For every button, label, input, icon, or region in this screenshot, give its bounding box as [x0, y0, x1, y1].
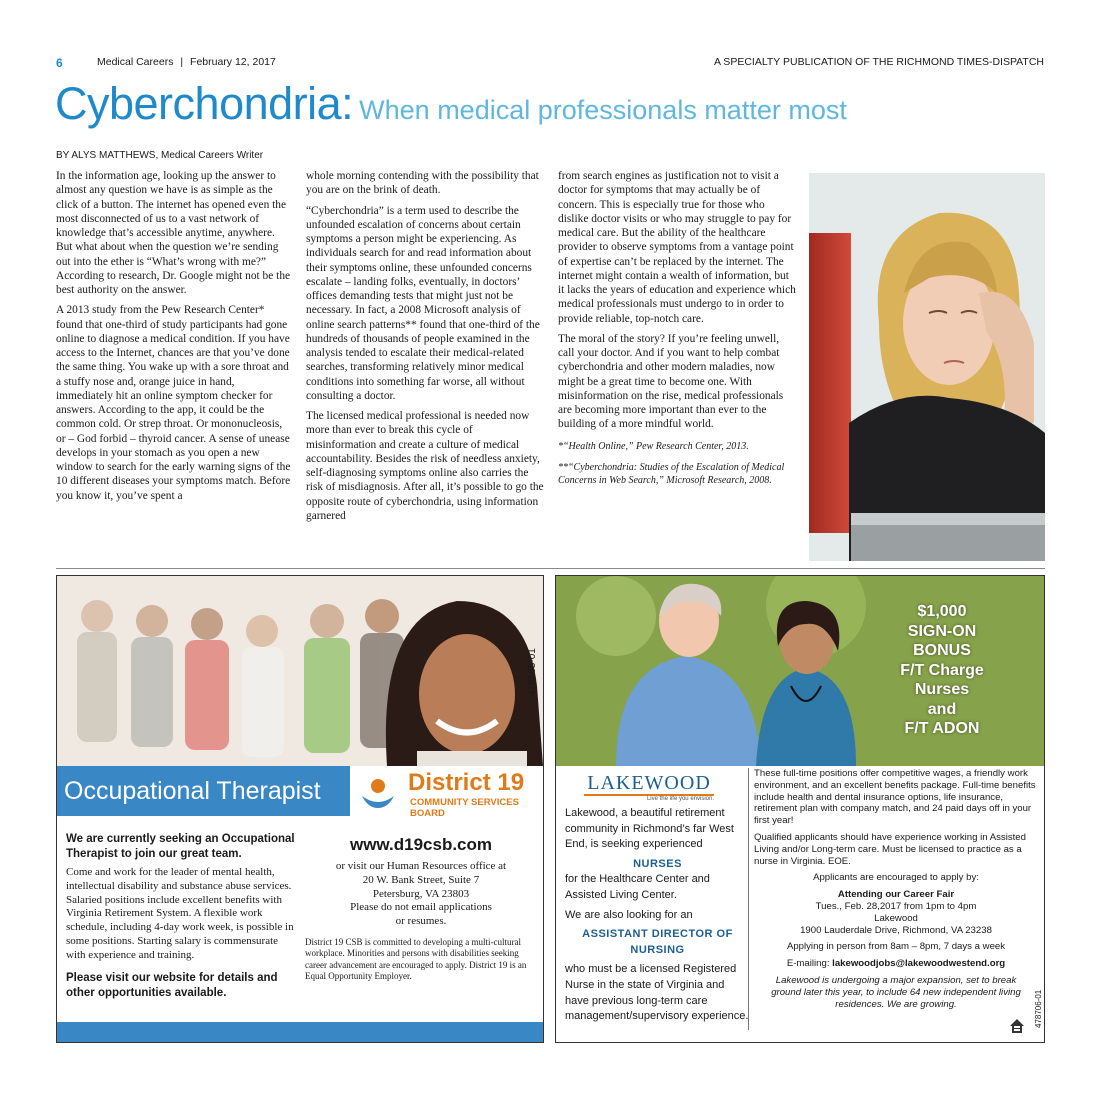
header-separator: | — [180, 56, 184, 68]
lakewood-logo — [584, 772, 714, 806]
headline-main: Cyberchondria: — [55, 78, 354, 129]
bonus-line: F/T Charge — [900, 661, 984, 679]
office-line: or visit our Human Resources office at — [335, 860, 507, 872]
qualifications: Qualified applicants should have experience working in Assisted Living and/or Long-term care. Must be licensed to practice as a nurse in Virginia. EOE. — [754, 831, 1026, 867]
article-paragraph: whole morning contending with the possibility that you are on the brink of death. — [306, 170, 539, 197]
logo-wordmark: District 19 — [408, 769, 525, 796]
email-line — [754, 958, 1038, 970]
district19-ad — [56, 575, 544, 1043]
eeo-statement: District 19 CSB is committed to developing a multi-cultural workplace. Minorities and persons with disabilities seeking career advancement are encouraged to apply. District 19 is an Equal Opportunity Employer. — [305, 936, 527, 982]
also-looking: We are also looking for an — [565, 908, 693, 921]
in-person: Applying in person from 8am – 8pm, 7 days a week — [786, 941, 1006, 953]
staff-illustration — [57, 576, 543, 766]
article-column-1 — [56, 169, 292, 509]
fair-place: Lakewood — [874, 912, 918, 924]
nurses-detail: for the Healthcare Center and Assisted Living Center. — [565, 873, 710, 901]
district19-logo — [350, 766, 543, 819]
section-divider — [56, 568, 1045, 569]
issue-date: February 12, 2017 — [190, 56, 276, 68]
staff-group-photo — [57, 576, 543, 766]
article-paragraph: The moral of the story? If you’re feeling unwell, call your doctor. And if you want to help combat cyberchondria and other modern maladies, now might be a great time to become one. With misinformation on the rise, medical professionals are becoming more important than ever to the building of a more mindful world. — [558, 332, 784, 431]
bonus-line: SIGN-ON — [907, 622, 977, 640]
byline: BY ALYS MATTHEWS, Medical Careers Writer — [56, 150, 264, 161]
article-column-2 — [306, 169, 544, 529]
bonus-line: BONUS — [913, 642, 971, 659]
publication-tag: A SPECIALTY PUBLICATION OF THE RICHMOND TIMES-DISPATCH — [713, 56, 1044, 68]
bonus-line: $1,000 — [917, 603, 967, 620]
page-number: 6 — [56, 56, 63, 70]
column-divider — [748, 768, 749, 1030]
fair-date: Tues., Feb. 28,2017 from 1pm to 4pm — [815, 900, 977, 912]
lakewood-positions — [565, 806, 750, 1029]
office-line: Please do not email applications — [350, 901, 492, 914]
ad-intro: Lakewood, a beautiful retirement community in Richmond’s far West End, is seeking experienced — [565, 807, 734, 851]
adon-heading: ASSISTANT DIRECTOR OF NURSING — [582, 928, 733, 956]
section-name: Medical Careers — [97, 56, 174, 68]
district19-contact — [305, 834, 537, 983]
article-paragraph: In the information age, looking up the answer to almost any question we have is as simple as the click of a button. The internet has opened even the most disconnected of us to a vast network of knowledge that’s accessible anytime, anywhere. But what about when the question we’re sending out into the ether is “What’s wrong with me?” According to research, Dr. Google might not be the best authority on the answer. — [56, 170, 291, 296]
expansion-note: Lakewood is undergoing a major expansion, set to break ground later this year, to include 64 new independent living residences. We are growing. — [771, 974, 1021, 1010]
lakewood-ad — [555, 575, 1045, 1043]
bonus-line: Nurses — [914, 681, 970, 698]
article-paragraph: “Cyberchondria” is a term used to describe the unfounded escalation of concerns about certain symptoms a person might be experiencing. As individuals search for and read information about their symptoms online, these unfounded concerns escalate – landing folks, eventually, in doctors’ offices demanding tests that might just not be necessary. In fact, a 2008 Microsoft analysis of online search patterns** found that one-third of the hundreds of thousands of people examined in the analysis tended to escalate their medical-related searches, transforming relatively minor medical conditions into something far worse, all without consulting a doctor. — [306, 204, 540, 402]
office-line: or resumes. — [395, 915, 447, 928]
article-photo — [809, 173, 1045, 561]
footnote: *“Health Online,” Pew Research Center, 2013. — [558, 440, 749, 452]
bonus-line: F/T ADON — [904, 720, 980, 737]
logo-tagline: Live the life you envision. — [646, 796, 714, 802]
district19-job-details — [66, 832, 297, 1001]
apply-intro: Applicants are encouraged to apply by: — [813, 872, 979, 884]
article-paragraph: A 2013 study from the Pew Research Center* found that one-third of study participants had gone online to diagnose a medical condition. If you have access to the Internet, chances are that you’ve done the same thing. You wake up with a sore throat and a stuffy nose and, orange juice in hand, immediately hit an online symptom checker for answers. According to the app, it could be the common cold. Or strep throat. Or mononucleosis, or – God forbid – thyroid cancer. A sense of unease develops in your stomach as you open a new window to search for the early warning signs of the 10 different diseases your symptoms match. Before you know it, you’ve spent a — [56, 304, 291, 502]
benefits: These full-time positions offer competitive wages, a friendly work environment, and an excellent benefits package. Full-time benefits include health and dental insurance options, life insurance, retirement plan with company match, and 24 paid days off in your first year! — [754, 768, 1036, 827]
bonus-line: and — [927, 700, 957, 718]
section-date-line — [97, 56, 276, 68]
logo-subtext: COMMUNITY SERVICES BOARD — [410, 797, 519, 819]
email-link[interactable]: lakewoodjobs@lakewoodwestend.org — [832, 958, 1006, 970]
sign-on-bonus-callout — [872, 602, 1012, 739]
ad-id: 476165-01 — [527, 648, 538, 696]
woman-at-laptop-illustration — [809, 173, 1045, 561]
ad-lead: We are currently seeking an Occupational Therapist to join our great team. — [66, 833, 295, 860]
ad-body: Come and work for the leader of mental health, intellectual disability and substance abuse services. Salaried positions include excellent benefits with Virginia Retirement System. A flexible work schedule, including 4-day work week, is possible in some positions. Starting salary is commensurate with experience and training. — [66, 866, 294, 961]
office-line: 20 W. Bank Street, Suite 7 — [362, 873, 480, 886]
headline-sub: When medical professionals matter most — [359, 95, 847, 125]
headline — [55, 78, 847, 130]
ad-cta: Please visit our website for details and other opportunities available. — [66, 971, 278, 999]
lakewood-apply-details — [754, 768, 1038, 1015]
article-paragraph: The licensed medical professional is needed now more than ever to break this cycle of misinformation and create a culture of medical accountability. Besides the risk of needless anxiety, self-diagnosing symptoms online also carries the risk of misdiagnosis. After all, it’s possible to go the opposite route of cyberchondria, using information garnered — [306, 410, 544, 522]
office-line: Petersburg, VA 23803 — [372, 887, 470, 900]
website-link[interactable]: www.d19csb.com — [349, 835, 493, 854]
equal-housing-icon — [1009, 1018, 1025, 1034]
fair-title: Attending our Career Fair — [837, 889, 955, 901]
email-label: E-mailing: — [786, 958, 830, 970]
job-title-banner: Occupational Therapist — [57, 766, 350, 816]
logo-wordmark: LAKEWOOD — [584, 772, 714, 796]
ad-footer-bar — [57, 1022, 543, 1042]
ad-id: 478706-01 — [1034, 989, 1043, 1028]
nurses-heading: NURSES — [633, 857, 682, 870]
article-column-3 — [558, 169, 796, 493]
article-paragraph: from search engines as justification not to visit a doctor for symptoms that may actually be of concern. This is especially true for those who dislike doctor visits or who may struggle to pay for medical care. But the ability of the healthcare provider to observe symptoms from a vantage point of expertise can’t be replaced by the internet. The internet might contain a wealth of information, but it lacks the years of education and experience which medical professionals must undergo to in order to provide reliable, top-notch care. — [558, 170, 796, 325]
adon-detail: who must be a licensed Registered Nurse in the state of Virginia and have previous long-term care management/supervisory experience. — [565, 963, 749, 1023]
fair-address: 1900 Lauderdale Drive, Richmond, VA 23238 — [800, 924, 992, 936]
footnote: **“Cyberchondria: Studies of the Escalation of Medical Concerns in Web Search,” Microsoft Research, 2008. — [558, 461, 785, 486]
